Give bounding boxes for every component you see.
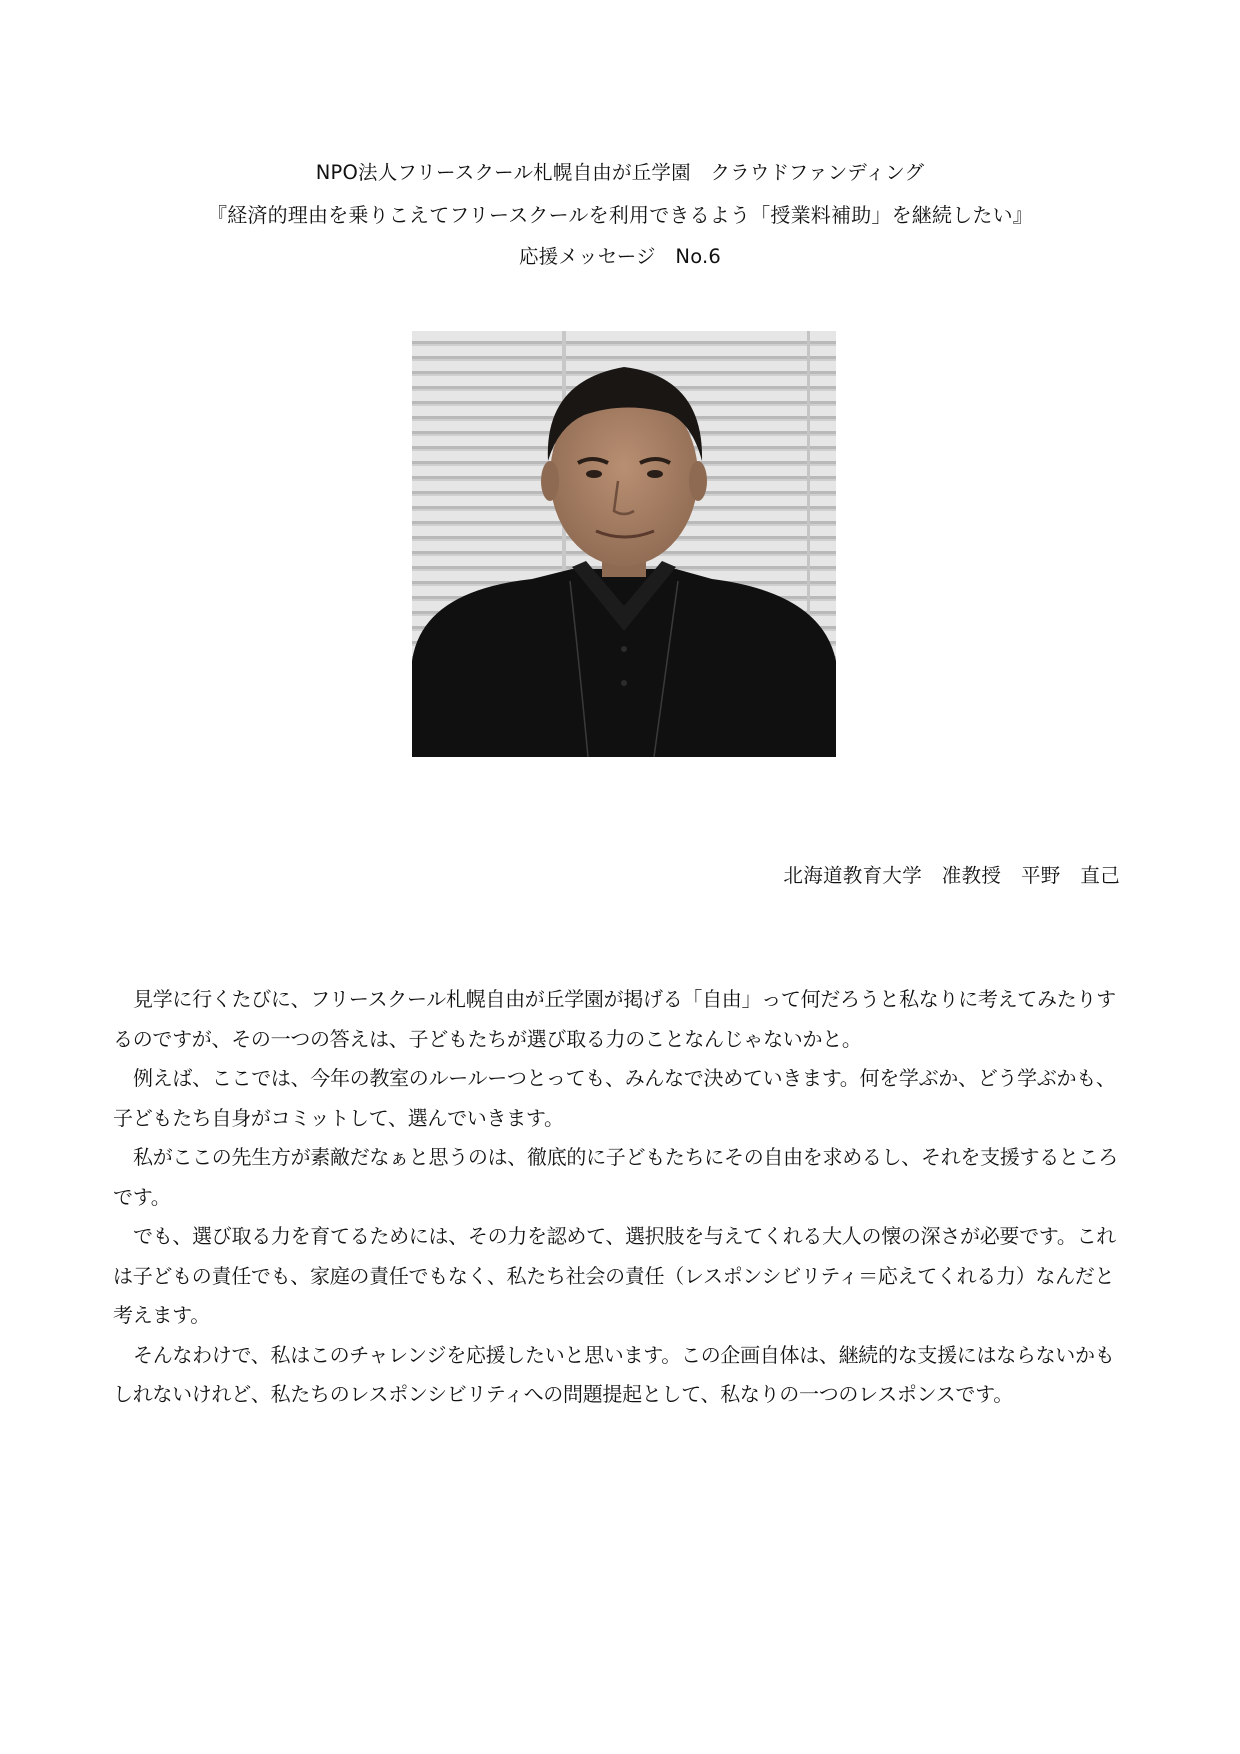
paragraph: そんなわけで、私はこのチャレンジを応援したいと思います。この企画自体は、継続的な支援にはならないかもしれないけれど、私たちのレスポンシビリティへの問題提起として、私なりの一つのレスポンスです。 bbox=[113, 1342, 1115, 1406]
paragraph: 例えば、ここでは、今年の教室のルールーつとっても、みんなで決めていきます。何を学ぶか、どう学ぶかも、子どもたち自身がコミットして、選んでいきます。 bbox=[113, 1066, 1116, 1130]
paragraph: でも、選び取る力を育てるためには、その力を認めて、選択肢を与えてくれる大人の懐の深さが必要です。これは子どもの責任でも、家庭の責任でもなく、私たち社会の責任（レスポンシビリティ＝応えてくれる力）なんだと考えます。 bbox=[113, 1224, 1117, 1327]
organization-title: NPO法人フリースクール札幌自由が丘学園 クラウドファンディング bbox=[315, 161, 925, 184]
paragraph: 見学に行くたびに、フリースクール札幌自由が丘学園が掲げる「自由」って何だろうと私なりに考えてみたりするのですが、その一つの答えは、子どもたちが選び取る力のことなんじゃないかと。 bbox=[113, 987, 1116, 1051]
campaign-title: 『経済的理由を乗りこえてフリースクールを利用できるよう「授業料補助」を継続したい』 bbox=[207, 203, 1033, 227]
message-number: 応援メッセージ No.6 bbox=[518, 245, 721, 268]
author-affiliation: 北海道教育大学 准教授 平野 直己 bbox=[783, 864, 1120, 887]
message-body bbox=[113, 980, 1125, 1415]
portrait-photo bbox=[412, 331, 836, 757]
paragraph: 私がここの先生方が素敵だなぁと思うのは、徹底的に子どもたちにその自由を求めるし、それを支援するところです。 bbox=[113, 1145, 1118, 1209]
document-header bbox=[0, 152, 1240, 278]
